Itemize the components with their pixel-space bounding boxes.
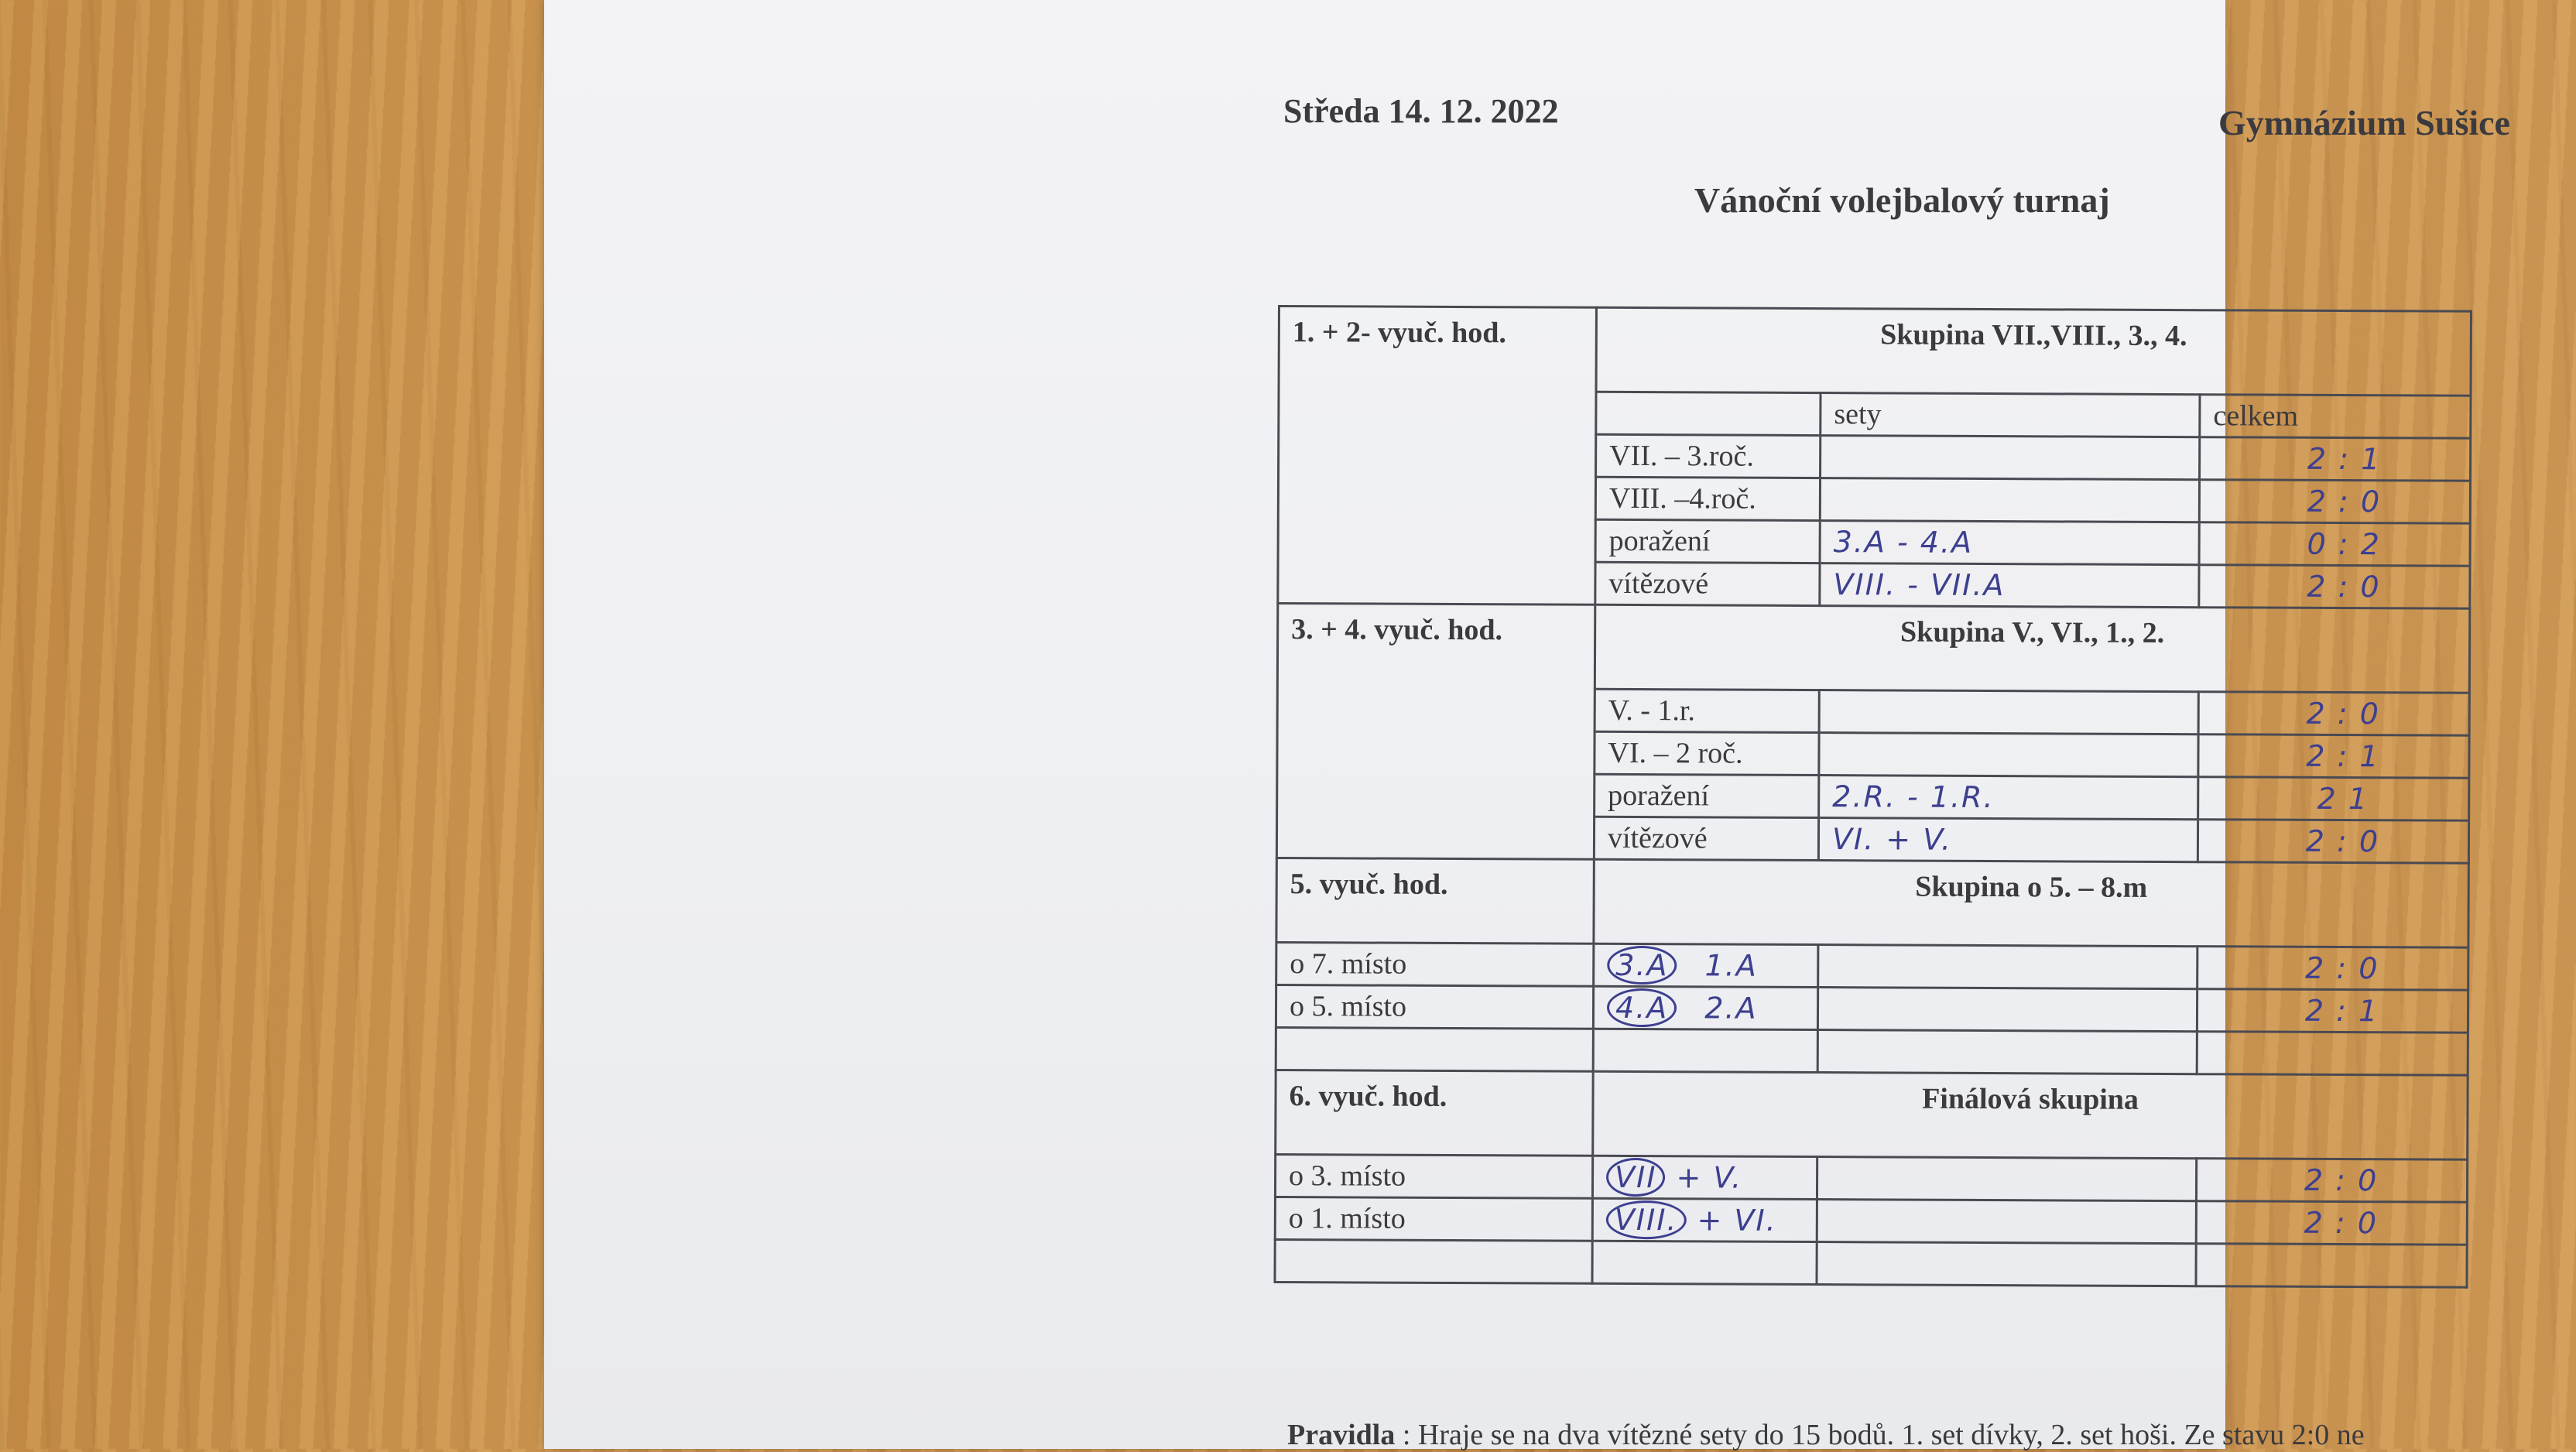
sets-cell (1820, 478, 2199, 522)
sets-cell (1819, 690, 2198, 735)
paper-sheet (544, 0, 2510, 1451)
empty-cell (2196, 1244, 2467, 1288)
tournament-table (1273, 305, 2472, 1289)
pairing-cell (1592, 1198, 1817, 1241)
total-score: 2 : 0 (2196, 1159, 2467, 1203)
empty-cell (1276, 1027, 1593, 1071)
empty-cell (1817, 988, 2197, 1032)
table-row (1275, 1154, 2467, 1202)
winner-circled: VII (1606, 1158, 1666, 1197)
pairing-cell (1593, 986, 1817, 1029)
opponent: + V. (1676, 1160, 1743, 1195)
tournament-title: Vánoční volejbalový turnaj (1694, 180, 2110, 220)
pairing-cell (1592, 1156, 1817, 1199)
total-score: 0 : 2 (2199, 522, 2470, 567)
empty-cell (1592, 1241, 1817, 1284)
total-score: 2 1 (2198, 777, 2469, 821)
time-slot-1: 1. + 2- vyuč. hod. (1278, 306, 1597, 605)
opponent: 1.A (1704, 948, 1758, 983)
placement-label: o 3. místo (1275, 1154, 1592, 1198)
column-header-total: celkem (2200, 395, 2471, 439)
winner-circled: 4.A (1607, 988, 1677, 1027)
rules-label: Pravidla (1287, 1419, 1396, 1451)
opponent: 2.A (1704, 991, 1758, 1026)
sets-cell (1819, 733, 2198, 777)
total-score: 2 : 0 (2196, 1201, 2467, 1245)
placement-label: o 5. místo (1276, 985, 1593, 1029)
pairing-cell (1594, 943, 1818, 987)
rules-text: : Hraje se na dva vítězné sety do 15 bodů. 1. set dívky, 2. set hoši. Ze stavu 2:0 ne (1402, 1419, 2365, 1451)
table-row (1276, 858, 2468, 947)
group-heading-1: Skupina VII.,VIII., 3., 4. (1596, 307, 2471, 396)
match-label: vítězové (1595, 562, 1820, 605)
match-label: VIII. –4.roč. (1595, 477, 1820, 520)
match-label: poražení (1595, 519, 1820, 563)
total-score: 2 : 0 (2198, 692, 2469, 736)
sets-cell: 3.A - 4.A (1820, 521, 2199, 565)
table-row (1276, 985, 2468, 1032)
total-score: 2 : 0 (2197, 820, 2468, 864)
empty-cell (1817, 1030, 2197, 1074)
table-row (1276, 942, 2468, 990)
match-label: vítězové (1594, 817, 1818, 860)
sets-cell: VI. + V. (1818, 818, 2197, 862)
table-row (1276, 1070, 2468, 1159)
total-score: 2 : 0 (2199, 565, 2470, 609)
table-row (1276, 1027, 2468, 1075)
empty-cell (1817, 1242, 2196, 1286)
table-row (1279, 306, 2471, 396)
empty-cell (1817, 1200, 2196, 1244)
time-slot-4: 6. vyuč. hod. (1276, 1070, 1593, 1156)
winner-circled: VIII. (1606, 1200, 1687, 1239)
placement-label: o 7. místo (1276, 942, 1594, 986)
match-label: VI. – 2 roč. (1595, 731, 1819, 775)
time-slot-2: 3. + 4. vyuč. hod. (1276, 604, 1595, 860)
group-heading-2: Skupina V., VI., 1., 2. (1595, 604, 2469, 693)
total-score: 2 : 0 (2197, 947, 2468, 991)
column-header-sets: sety (1821, 393, 2200, 437)
total-score: 2 : 1 (2198, 735, 2469, 779)
empty-cell (1818, 945, 2197, 989)
total-score: 2 : 0 (2199, 480, 2470, 524)
empty-cell (1275, 1239, 1592, 1283)
empty-cell (1817, 1157, 2196, 1201)
sets-cell: 2.R. - 1.R. (1819, 776, 2198, 820)
school-name: Gymnázium Sušice (2218, 103, 2510, 142)
group-heading-4: Finálová skupina (1593, 1071, 2468, 1159)
empty-cell (1596, 392, 1821, 435)
opponent: + VI. (1697, 1203, 1777, 1238)
table-row (1275, 1197, 2467, 1245)
document-date: Středa 14. 12. 2022 (1283, 92, 1559, 130)
empty-cell (1593, 1029, 1817, 1072)
sets-cell: VIII. - VII.A (1820, 563, 2199, 608)
winner-circled: 3.A (1607, 946, 1677, 985)
total-score: 2 : 1 (2197, 989, 2468, 1033)
sets-cell (1821, 436, 2200, 480)
match-label: VII. – 3.roč. (1596, 434, 1821, 478)
time-slot-3: 5. vyuč. hod. (1276, 858, 1594, 943)
empty-cell (2197, 1032, 2468, 1076)
match-label: V. - 1.r. (1595, 689, 1819, 732)
placement-label: o 1. místo (1275, 1197, 1592, 1241)
match-label: poražení (1595, 774, 1819, 817)
total-score: 2 : 1 (2200, 437, 2471, 481)
rules-line (1287, 1418, 2365, 1452)
group-heading-3: Skupina o 5. – 8.m (1594, 859, 2468, 947)
table-row (1275, 1239, 2467, 1287)
table-row (1277, 604, 2469, 693)
